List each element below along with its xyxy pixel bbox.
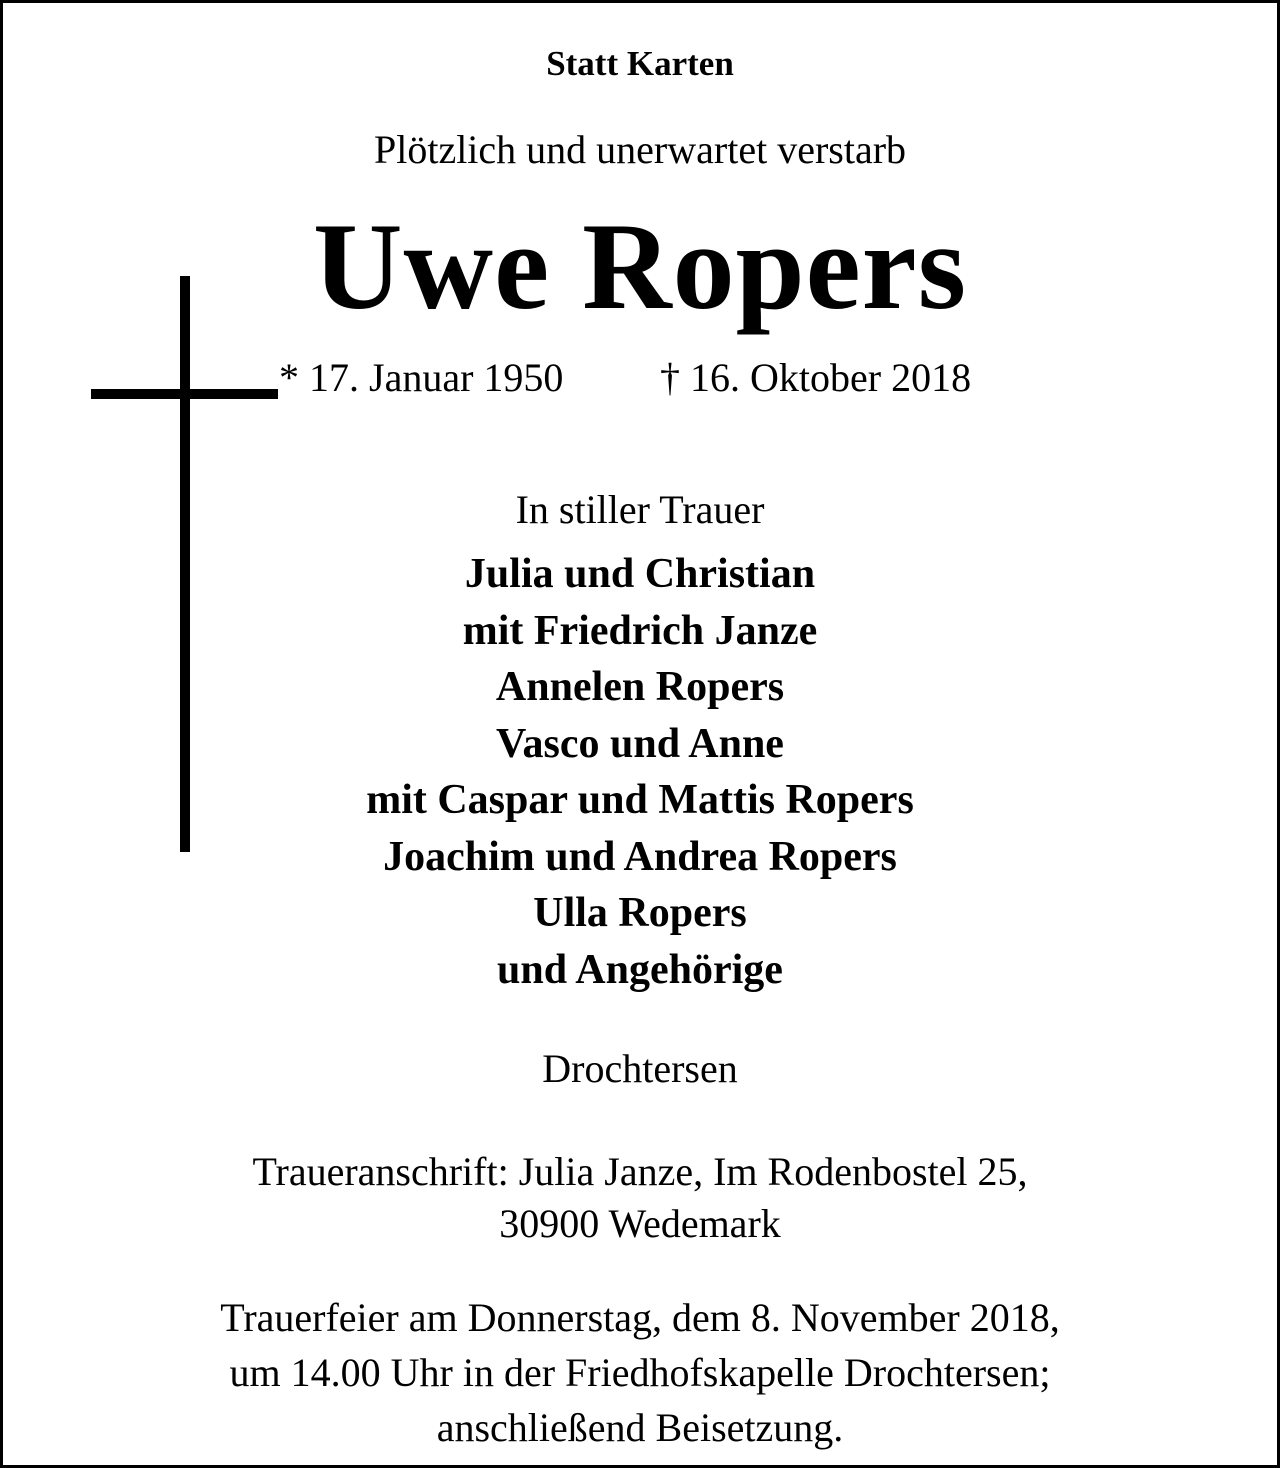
intro-text: Plötzlich und unerwartet verstarb bbox=[373, 127, 907, 172]
mourner-item: mit Friedrich Janze bbox=[462, 607, 818, 654]
mourner-item: Vasco und Anne bbox=[496, 720, 784, 767]
mourning-address bbox=[0, 1146, 1280, 1250]
service-line: anschließend Beisetzung. bbox=[436, 1405, 844, 1450]
place-text: Drochtersen bbox=[542, 1046, 738, 1091]
deceased-name: Uwe Ropers bbox=[313, 198, 967, 335]
mourner-item: Julia und Christian bbox=[464, 551, 816, 597]
address-line: Traueranschrift: Julia Janze, Im Rodenbostel 25, bbox=[252, 1149, 1028, 1194]
mourner-item: Joachim und Andrea Ropers bbox=[383, 833, 897, 880]
birth-date: * 17. Januar 1950 bbox=[279, 355, 564, 400]
address-line: 30900 Wedemark bbox=[499, 1201, 781, 1246]
mourning-text: In stiller Trauer bbox=[515, 487, 765, 532]
service-line: um 14.00 Uhr in der Friedhofskapelle Drochtersen; bbox=[229, 1350, 1051, 1395]
mourner-item: mit Caspar und Mattis Ropers bbox=[366, 777, 914, 823]
cross-icon-crossbar bbox=[91, 389, 278, 399]
mourner-item: und Angehörige bbox=[497, 946, 783, 993]
mourner-item: Ulla Ropers bbox=[533, 890, 747, 936]
death-date: † 16. Oktober 2018 bbox=[660, 355, 972, 400]
mourners-list bbox=[0, 546, 1280, 998]
service-info bbox=[0, 1290, 1280, 1455]
mourner-item: Annelen Ropers bbox=[495, 664, 785, 710]
header-text: Statt Karten bbox=[546, 44, 734, 83]
service-line: Trauerfeier am Donnerstag, dem 8. November 2018, bbox=[220, 1295, 1060, 1340]
